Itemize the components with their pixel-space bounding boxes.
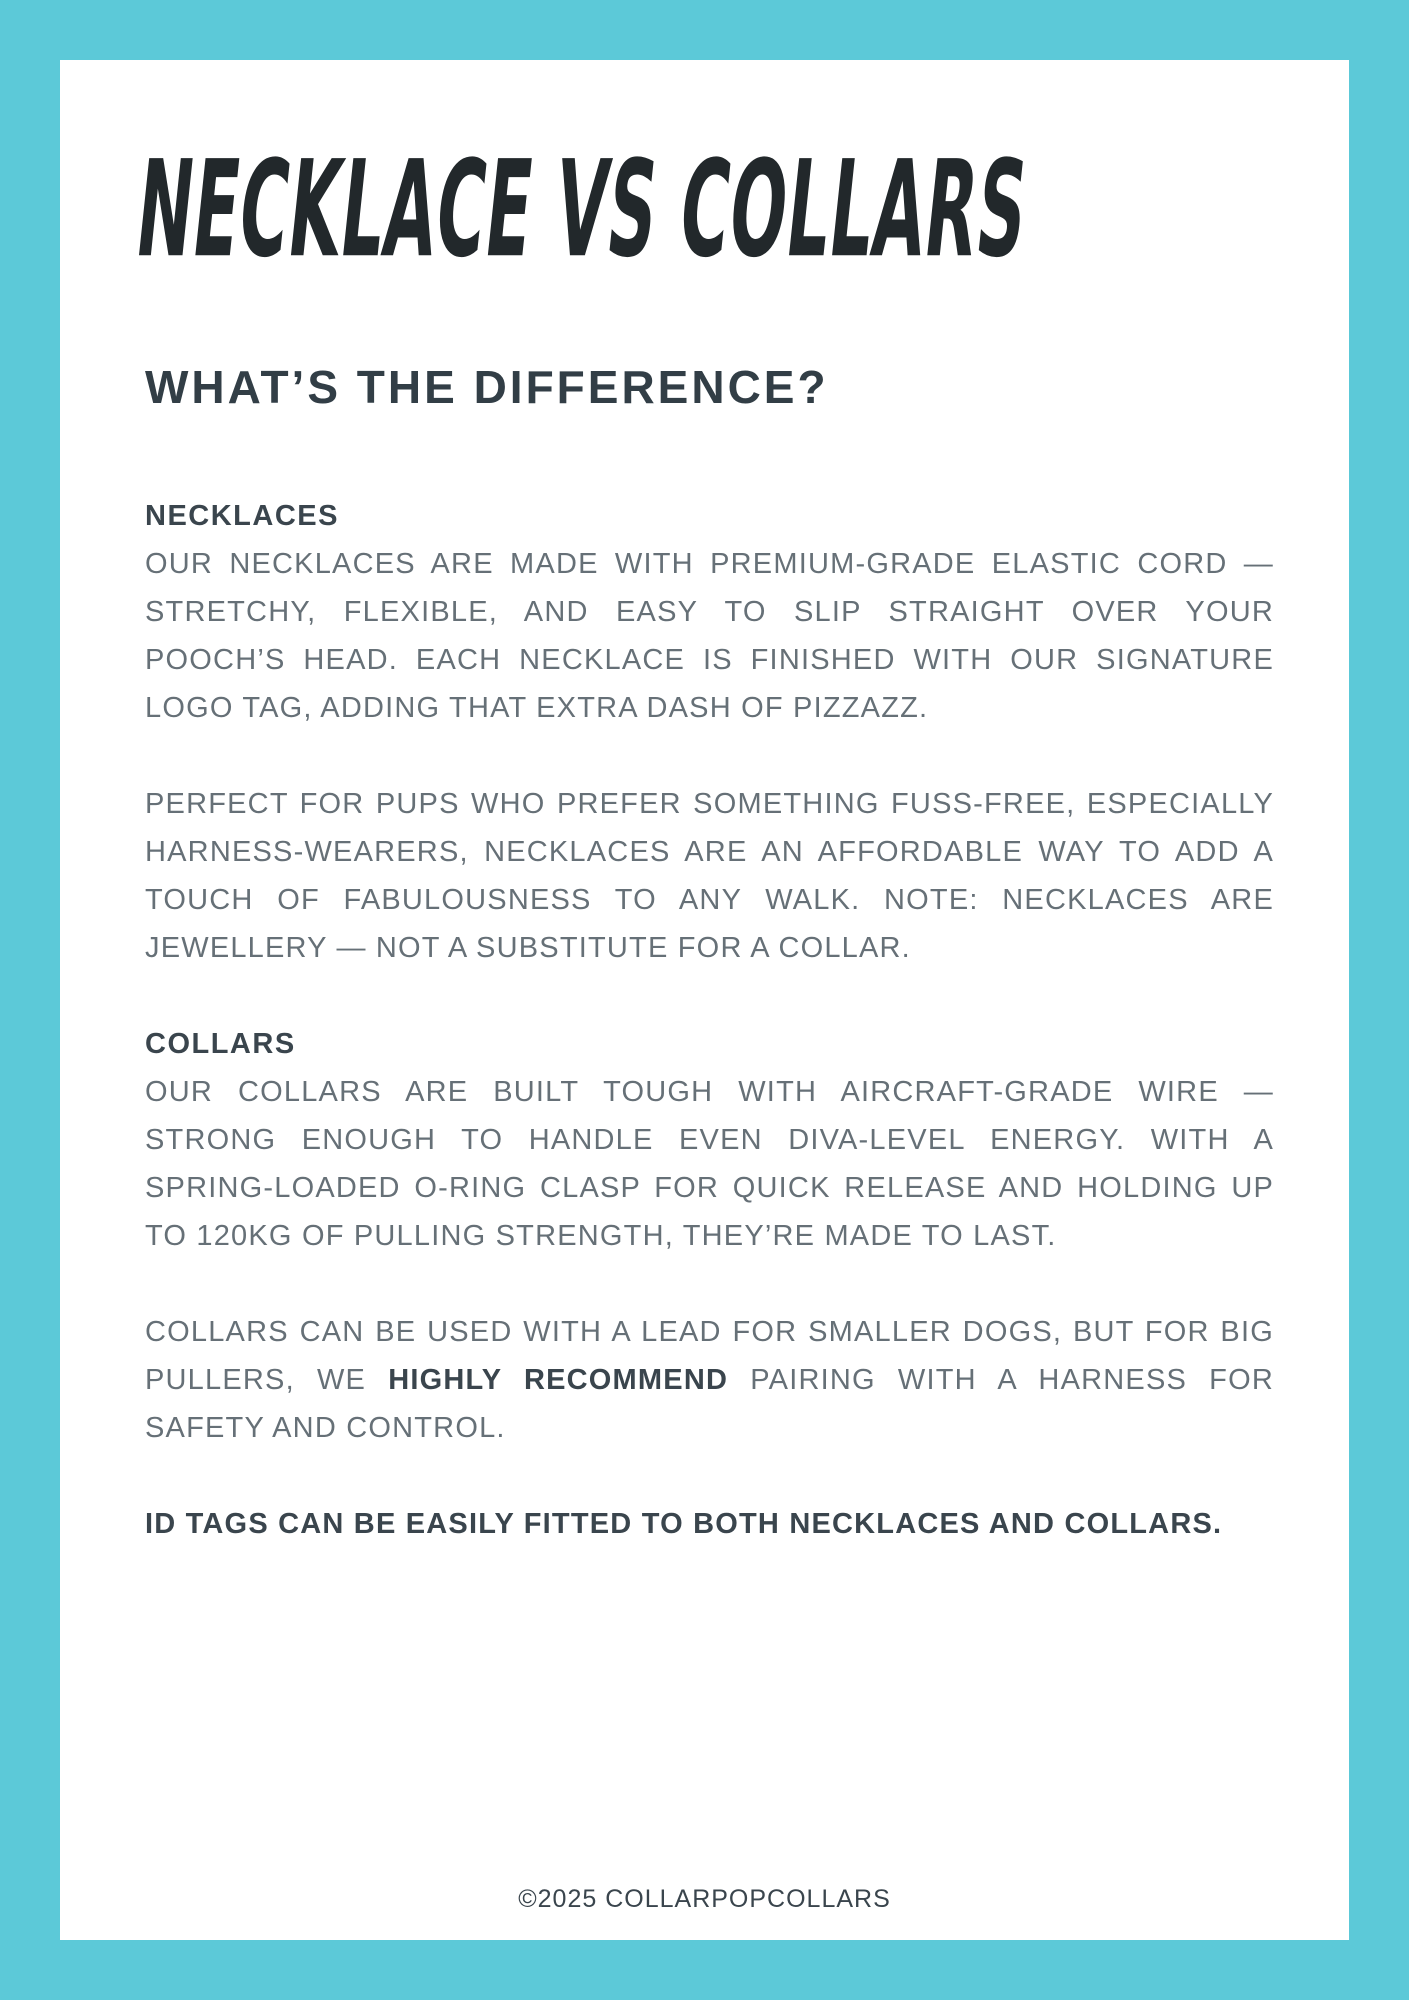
necklaces-paragraph-1: OUR NECKLACES ARE MADE WITH PREMIUM-GRADE ELASTIC CORD — STRETCHY, FLEXIBLE, AND EASY TO SLIP STRAIGHT OVER YOUR POOCH’S HEAD. EACH NECKLACE IS FINISHED WITH OUR SIGNATURE LOGO TAG, ADDING THAT EXTRA DASH OF PIZZAZZ. bbox=[145, 548, 1274, 724]
collars-label: COLLARS bbox=[145, 1028, 296, 1060]
id-tags-note: ID TAGS CAN BE EASILY FITTED TO BOTH NECKLACES AND COLLARS. bbox=[145, 1508, 1223, 1540]
title-block bbox=[129, 131, 1274, 288]
document-sheet bbox=[60, 60, 1349, 1940]
section-heading: WHAT’S THE DIFFERENCE? bbox=[145, 361, 829, 413]
necklaces-paragraph-2: PERFECT FOR PUPS WHO PREFER SOMETHING FUSS-FREE, ESPECIALLY HARNESS-WEARERS, NECKLACES ARE AN AFFORDABLE WAY TO ADD A TOUCH OF FABULOUSNESS TO ANY WALK. NOTE: NECKLACES ARE JEWELLERY — NOT A SUBSTITUTE FOR A COLLAR. bbox=[145, 788, 1274, 964]
collars-paragraph-2-end: PAIRING WITH A HARNESS FOR SAFETY AND CONTROL. bbox=[145, 1364, 1274, 1444]
highly-recommend-emphasis: HIGHLY RECOMMEND bbox=[388, 1364, 729, 1396]
necklaces-label: NECKLACES bbox=[145, 500, 339, 532]
collars-paragraph-2-start: COLLARS CAN BE USED WITH A LEAD FOR SMALLER DOGS, BUT FOR BIG PULLERS, WE bbox=[145, 1316, 1274, 1396]
page-title: NECKLACE VS COLLARS bbox=[129, 131, 1035, 288]
footer-copyright: ©2025 COLLARPOPCOLLARS bbox=[518, 1885, 891, 1913]
collars-paragraph-1: OUR COLLARS ARE BUILT TOUGH WITH AIRCRAFT-GRADE WIRE — STRONG ENOUGH TO HANDLE EVEN DIVA-LEVEL ENERGY. WITH A SPRING-LOADED O-RING CLASP FOR QUICK RELEASE AND HOLDING UP TO 120KG OF PULLING STRENGTH, THEY’RE MADE TO LAST. bbox=[145, 1076, 1274, 1252]
collars-paragraph-2 bbox=[145, 1308, 1274, 1452]
